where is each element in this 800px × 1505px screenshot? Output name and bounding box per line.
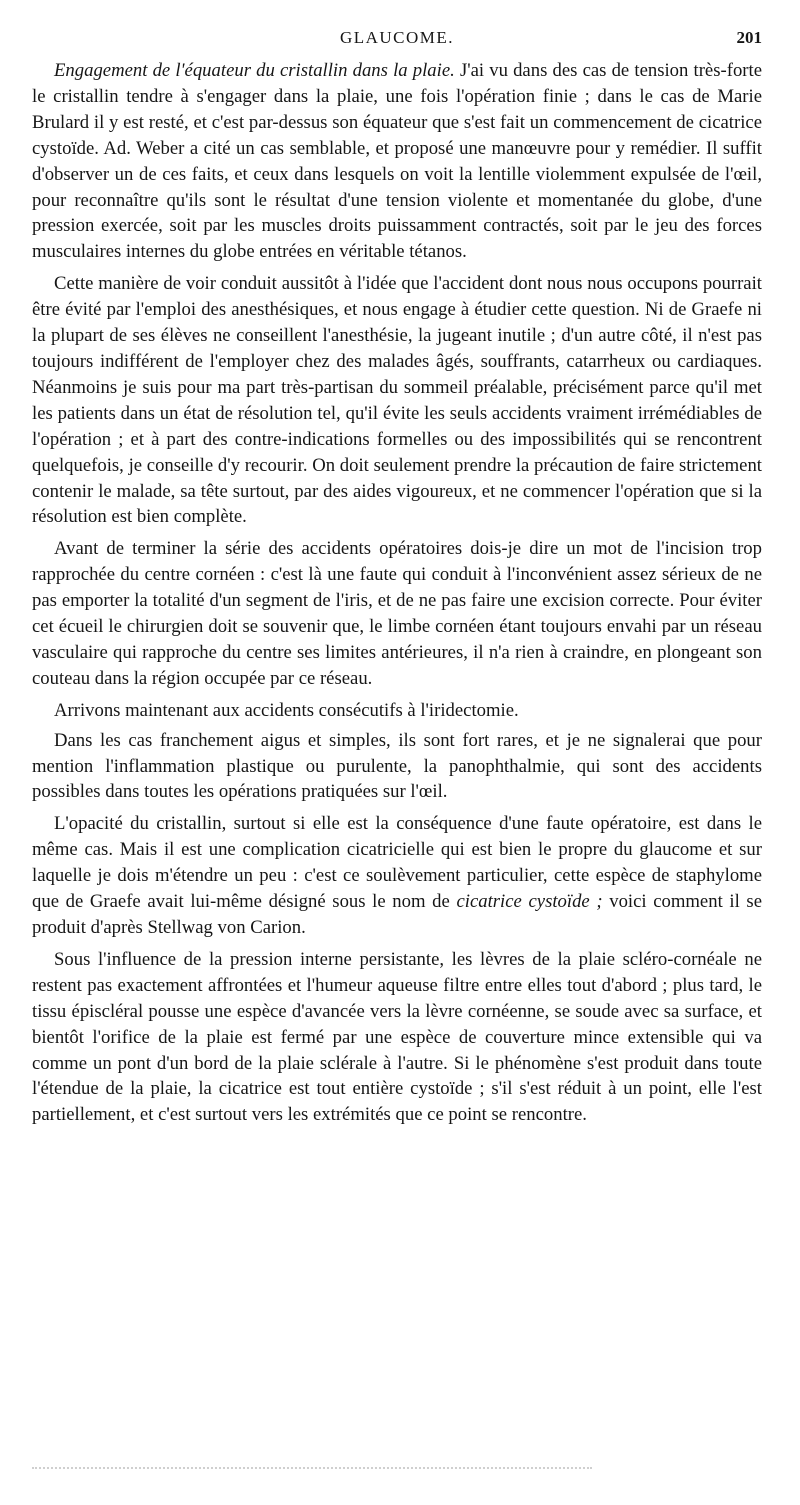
page-number: 201 — [736, 28, 762, 47]
paragraph-italic-term: cicatrice cystoïde ; — [456, 891, 603, 913]
paragraph-internal-pressure — [32, 947, 762, 1128]
paragraph-body: Dans les cas franchement aigus et simples, ils sont fort rares, et je ne signalerai que pour mention l'inflammation plastique ou purulente, la panophthalmie, qui sont des accidents possibles dans toutes les opérations pratiquées sur l'œil. — [32, 729, 762, 803]
paragraph-consecutive-accidents — [32, 698, 762, 724]
paragraph-acute-cases — [32, 728, 762, 806]
paragraph-equator-engagement — [32, 58, 762, 265]
paragraph-body: Arrivons maintenant aux accidents consécutifs à l'iridectomie. — [54, 699, 519, 721]
paragraph-body: Avant de terminer la série des accidents opératoires dois-je dire un mot de l'incision trop rapprochée du centre cornéen : c'est là une faute qui conduit à l'inconvénient assez sérieux de ne pas emporter la totalité d'un segment de l'iris, et de ne pas faire une excision correcte. Pour éviter cet écueil le chirurgien doit se souvenir que, le limbe cornéen étant toujours envahi par un réseau vasculaire qui rapproche du centre ses limites antérieures, il n'a rien à craindre, en plongeant son couteau dans la région occupée par ce réseau. — [32, 538, 762, 689]
running-head — [32, 28, 762, 58]
body-text — [32, 58, 762, 1128]
paragraph-body: J'ai vu dans des cas de tension très-forte le cristallin tendre à s'engager dans la plaie, une fois l'opération finie ; dans le cas de Marie Brulard il y est resté, et c'est par-dessus son équateur que s'est fait un commencement de cicatrice cystoïde. Ad. Weber a cité un cas semblable, et proposé une manœuvre pour y remédier. Il suffit d'observer un de ces faits, et ceux dans lesquels on voit la lentille violemment expulsée de l'œil, pour reconnaître qu'ils sont le résultat d'une tension violente et momentanée du globe, d'une pression exercée, soit par les muscles droits puissamment contractés, soit par le jeu des forces musculaires internes du globe entrées en véritable tétanos. — [32, 60, 762, 263]
paragraph-body: Sous l'influence de la pression interne persistante, les lèvres de la plaie scléro-cornéale ne restent pas exactement affrontées et l'humeur aqueuse filtre entre elles tout d'abord ; plus tard, le tissu épiscléral pousse une espèce d'avancée vers la lèvre cornéenne, se soude avec sa surface, et bientôt l'orifice de la plaie est fermé par une espèce de couverture mince extensible qui va comme un pont d'un bord de la plaie sclérale à l'autre. Si le phénomène s'est produit dans toute l'étendue de la plaie, la cicatrice est tout entière cystoïde ; s'il s'est réduit à un point, elle l'est partiellement, et c'est surtout vers les extrémités que ce point se rencontre. — [32, 948, 762, 1126]
book-page — [32, 28, 762, 1134]
scan-artifact-line — [32, 1467, 592, 1471]
paragraph-incision — [32, 536, 762, 691]
paragraph-lens-opacity — [32, 811, 762, 941]
paragraph-body: Cette manière de voir conduit aussitôt à l'idée que l'accident dont nous nous occupons pourrait être évité par l'emploi des anesthésiques, et nous engage à étudier cette question. Ni de Graefe ni la plupart de ses élèves ne conseillent l'anesthésie, la jugeant inutile ; d'un autre côté, il n'est pas toujours indifférent de l'employer chez des malades âgés, souffrants, catarrheux ou cardiaques. Néanmoins je suis pour ma part très-partisan du sommeil préalable, précisément parce qu'il met les patients dans un état de résolution tel, qu'il évite les seuls accidents vraiment irrémédiables de l'opération ; et à part des contre-indications formelles ou des impossibilités qui se rencontrent quelquefois, je conseille d'y recourir. On doit seulement prendre la précaution de faire strictement contenir le malade, sa tête surtout, par des aides vigoureux, et ne commencer l'opération que si la résolution est bien complète. — [32, 273, 762, 528]
paragraph-body: voici comment il se produit d'après Stellwag von Carion. — [32, 891, 763, 938]
paragraph-lead-italic: Engagement de l'équateur du cristallin dans la plaie. — [54, 60, 455, 81]
paragraph-anesthesia — [32, 271, 762, 530]
paragraph-body: L'opacité du cristallin, surtout si elle est la conséquence d'une faute opératoire, est dans le même cas. Mais il est une complication cicatricielle qui est bien le propre du glaucome et sur laquelle je dois m'étendre un peu : c'est ce soulèvement particulier, cette espèce de staphylome que de Graefe avait lui-même désigné sous le nom de — [32, 813, 762, 913]
running-title: GLAUCOME. — [339, 28, 455, 47]
